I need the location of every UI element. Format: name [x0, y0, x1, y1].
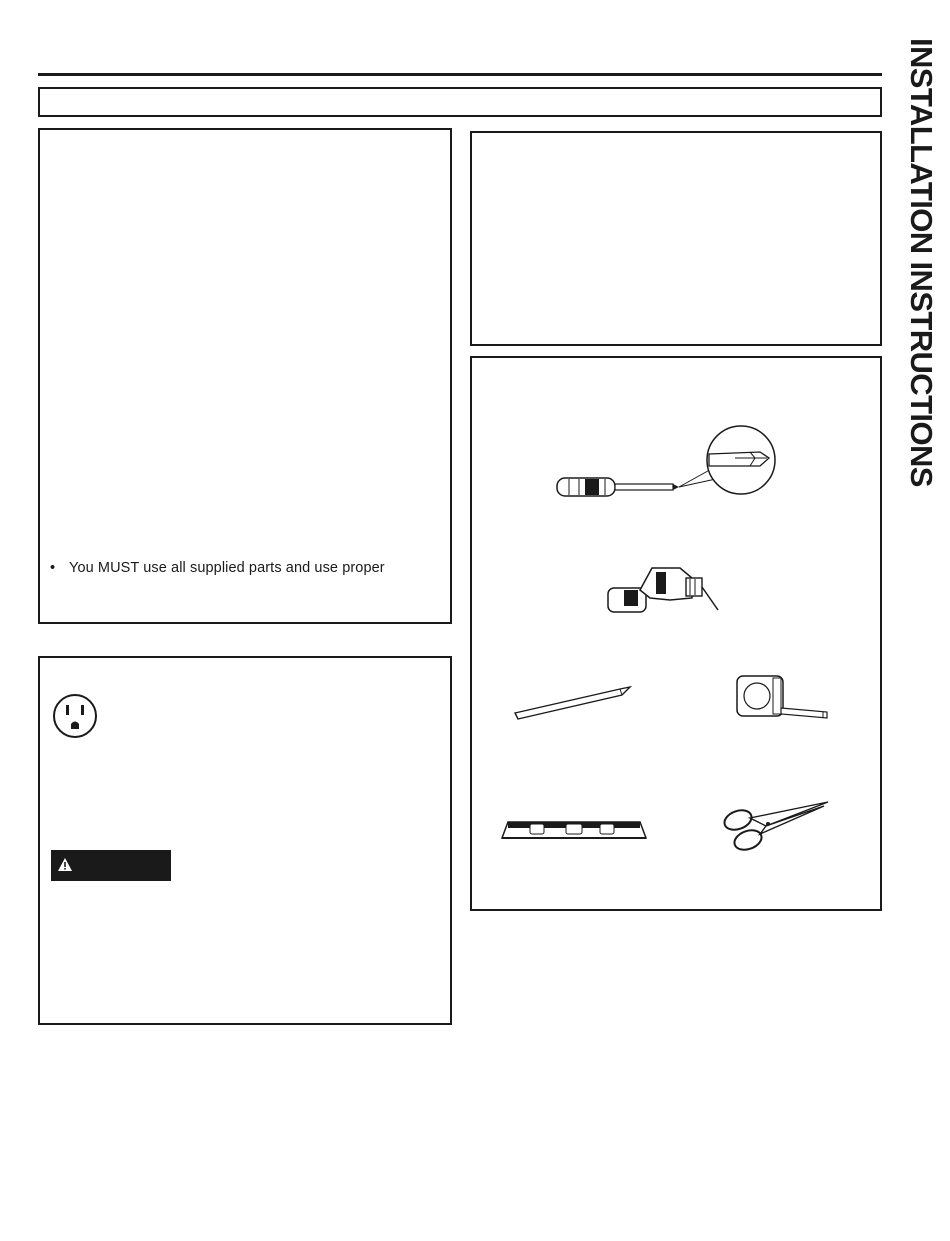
drill-icon: [600, 558, 725, 623]
side-title: INSTALLATION INSTRUCTIONS: [904, 38, 939, 487]
electrical-box: [38, 656, 452, 1025]
warning-triangle-icon: [58, 858, 72, 871]
grounded-outlet-icon: [52, 693, 98, 739]
section-title-bar: [38, 87, 882, 117]
bullet-text: You MUST use all supplied parts and use proper: [69, 560, 385, 576]
info-box: [470, 131, 882, 346]
header-rule: [38, 73, 882, 76]
bullet-item: [50, 560, 385, 576]
warning-banner: [51, 850, 171, 881]
pencil-icon: [512, 683, 634, 721]
requirements-box: [38, 128, 452, 624]
level-icon: [500, 816, 648, 846]
scissors-icon: [720, 798, 832, 852]
tape-measure-icon: [733, 672, 833, 727]
phillips-screwdriver-icon: [555, 422, 780, 502]
bullet-marker: •: [50, 560, 56, 576]
